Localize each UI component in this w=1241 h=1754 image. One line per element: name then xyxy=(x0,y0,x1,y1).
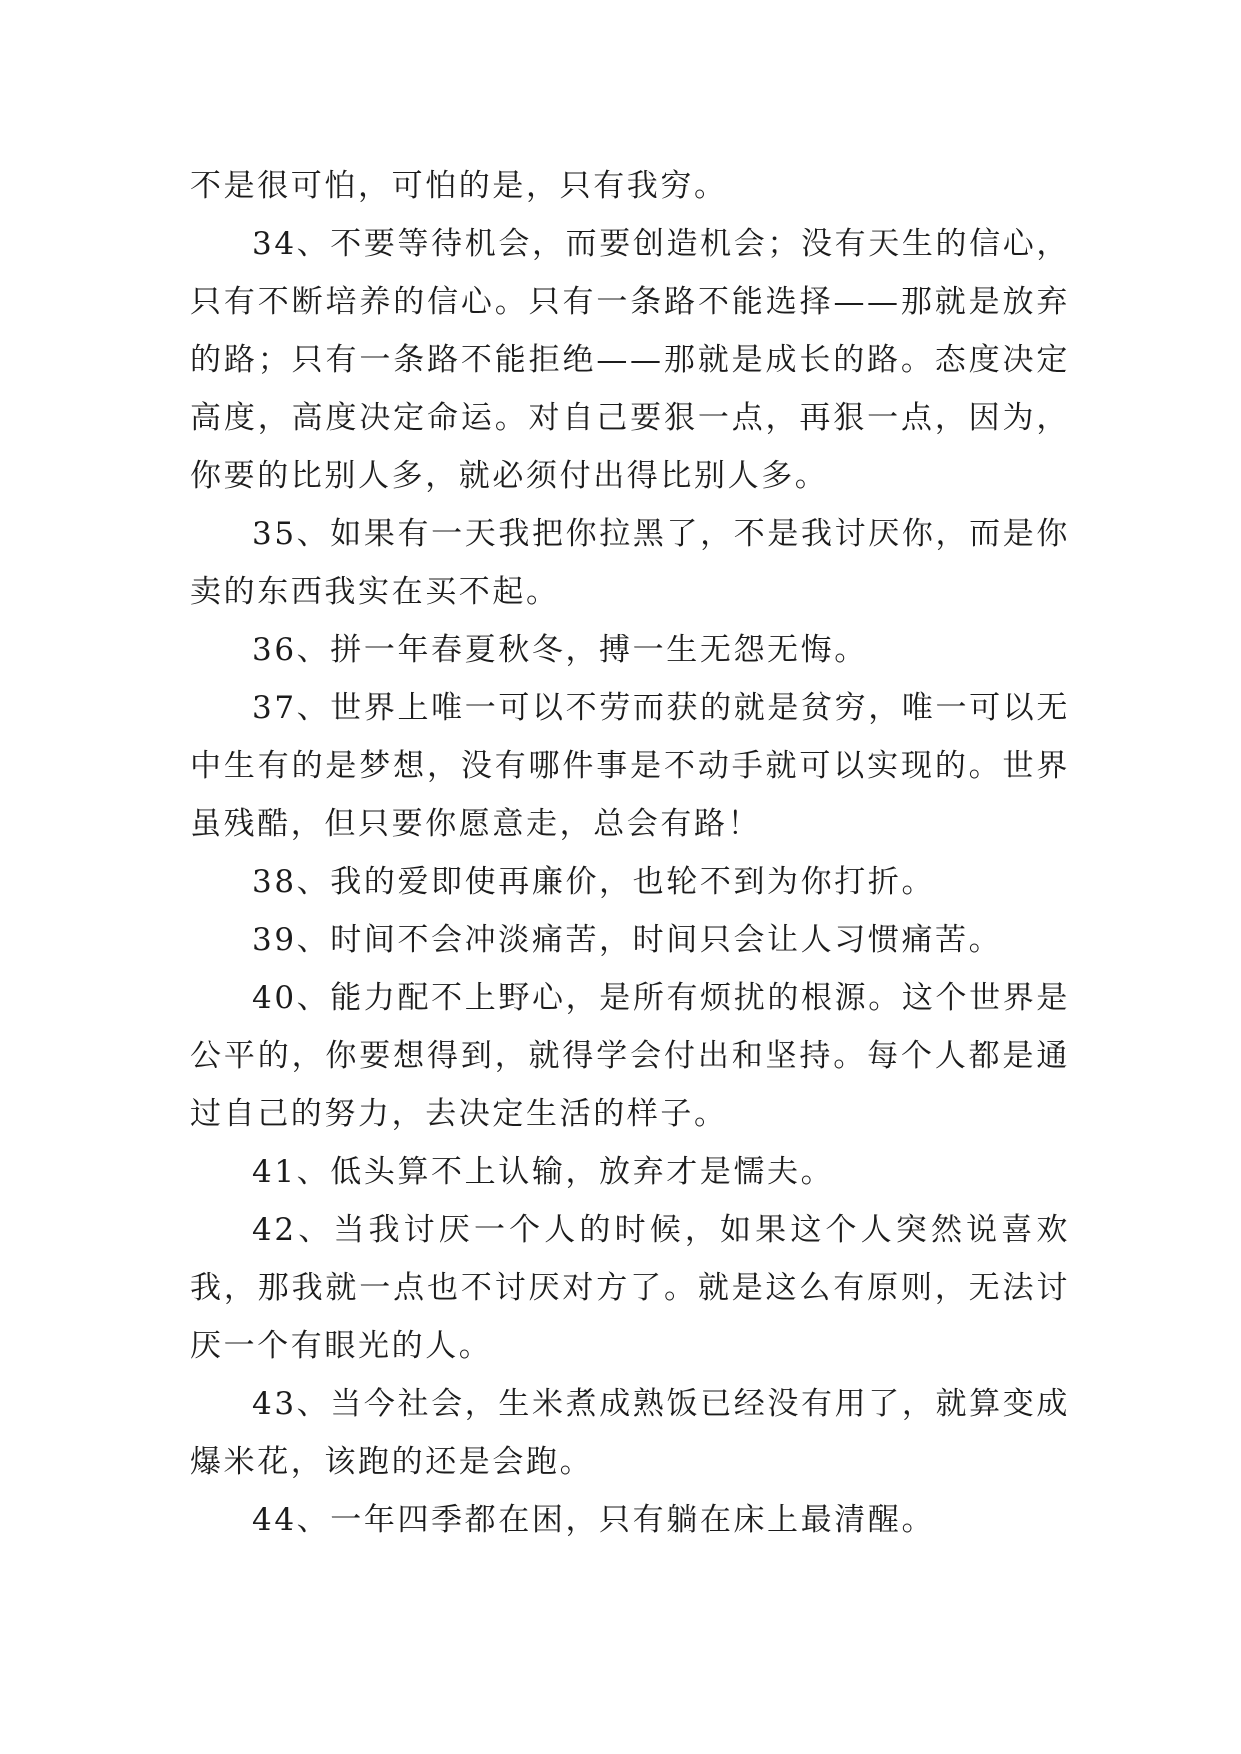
paragraph-36: 36、拼一年春夏秋冬，搏一生无怨无悔。 xyxy=(252,632,868,668)
paragraph-41: 41、低头算不上认输，放弃才是懦夫。 xyxy=(252,1154,835,1190)
paragraph-continuation: 不是很可怕，可怕的是，只有我穷。 xyxy=(190,168,728,204)
paragraph-42: 42、当我讨厌一个人的时候，如果这个人突然说喜欢我，那我就一点也不讨厌对方了。就是这么有原则，无法讨厌一个有眼光的人。 xyxy=(190,1212,1070,1364)
paragraph-39: 39、时间不会冲淡痛苦，时间只会让人习惯痛苦。 xyxy=(252,922,1003,958)
paragraph-35: 35、如果有一天我把你拉黑了，不是我讨厌你，而是你卖的东西我实在买不起。 xyxy=(190,516,1070,610)
paragraph-38: 38、我的爱即使再廉价，也轮不到为你打折。 xyxy=(252,864,936,900)
paragraph-43: 43、当今社会，生米煮成熟饭已经没有用了，就算变成爆米花，该跑的还是会跑。 xyxy=(190,1386,1070,1480)
paragraph-37: 37、世界上唯一可以不劳而获的就是贫穷，唯一可以无中生有的是梦想，没有哪件事是不动手就可以实现的。世界虽残酷，但只要你愿意走，总会有路！ xyxy=(190,690,1070,842)
paragraph-44: 44、一年四季都在困，只有躺在床上最清醒。 xyxy=(252,1502,936,1538)
document-body xyxy=(190,157,1070,1549)
paragraph-40: 40、能力配不上野心，是所有烦扰的根源。这个世界是公平的，你要想得到，就得学会付出和坚持。每个人都是通过自己的努力，去决定生活的样子。 xyxy=(190,980,1070,1132)
paragraph-34: 34、不要等待机会，而要创造机会；没有天生的信心，只有不断培养的信心。只有一条路不能选择——那就是放弃的路；只有一条路不能拒绝——那就是成长的路。态度决定高度，高度决定命运。对自己要狠一点，再狠一点，因为，你要的比别人多，就必须付出得比别人多。 xyxy=(190,226,1070,494)
